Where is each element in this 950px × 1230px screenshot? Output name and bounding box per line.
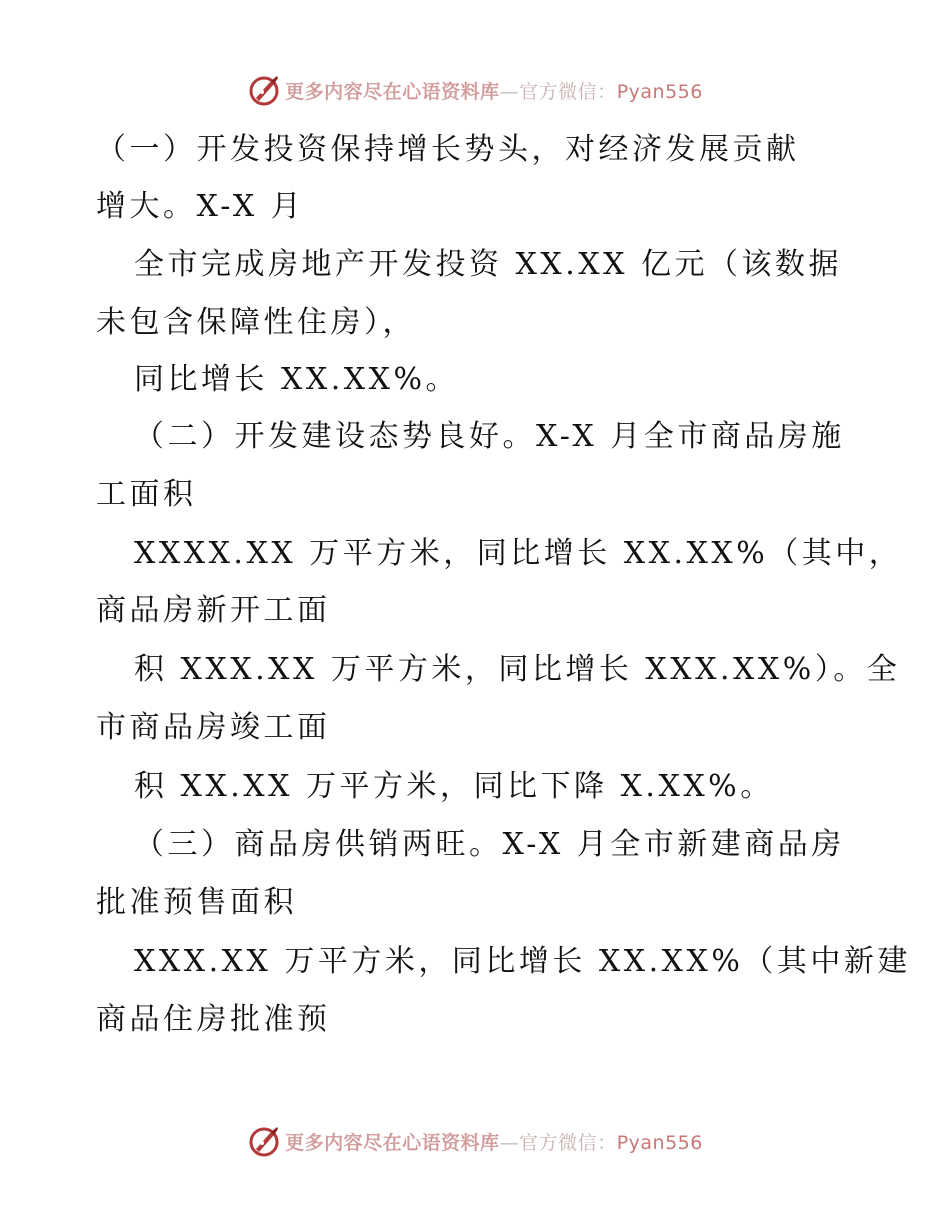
doc-line-16: 商品住房批准预 (96, 1002, 331, 1037)
doc-line-1: （一）开发投资保持增长势头，对经济发展贡献 (96, 132, 800, 167)
doc-line-7: 工面积 (96, 477, 197, 512)
watermark-id: Pyan556 (616, 1131, 703, 1154)
doc-line-6: （二）开发建设态势良好。X-X 月全市商品房施 (134, 419, 845, 454)
watermark-text (285, 1128, 703, 1155)
doc-line-2: 增大。X-X 月 (96, 189, 305, 224)
doc-line-10: 积 XXX.XX 万平方米，同比增长 XXX.XX%）。全 (134, 652, 901, 687)
doc-line-9: 商品房新开工面 (96, 593, 331, 628)
watermark-main: 更多内容尽在心语资料库 (285, 80, 500, 103)
watermark-separator: — (499, 80, 520, 103)
doc-line-13: （三）商品房供销两旺。X-X 月全市新建商品房 (134, 827, 845, 862)
watermark-text (285, 77, 703, 104)
doc-line-14: 批准预售面积 (96, 885, 297, 920)
doc-line-8: XXXX.XX 万平方米，同比增长 XX.XX%（其中， (134, 536, 903, 571)
quill-logo-icon (247, 1124, 281, 1158)
doc-line-3: 全市完成房地产开发投资 XX.XX 亿元（该数据 (134, 247, 843, 282)
doc-line-5: 同比增长 XX.XX%。 (134, 362, 460, 397)
watermark-main: 更多内容尽在心语资料库 (285, 1131, 500, 1154)
footer-watermark (0, 1121, 950, 1161)
watermark-separator: — (499, 1131, 520, 1154)
watermark-channel: 官方微信： (519, 1131, 617, 1154)
doc-line-11: 市商品房竣工面 (96, 710, 331, 745)
doc-line-15: XXX.XX 万平方米，同比增长 XX.XX%（其中新建 (134, 944, 911, 979)
watermark-id: Pyan556 (616, 80, 703, 103)
doc-line-12: 积 XX.XX 万平方米，同比下降 X.XX%。 (134, 769, 774, 804)
doc-line-4: 未包含保障性住房）， (96, 305, 416, 340)
watermark-channel: 官方微信： (519, 80, 617, 103)
quill-logo-icon (247, 73, 281, 107)
header-watermark (0, 70, 950, 110)
